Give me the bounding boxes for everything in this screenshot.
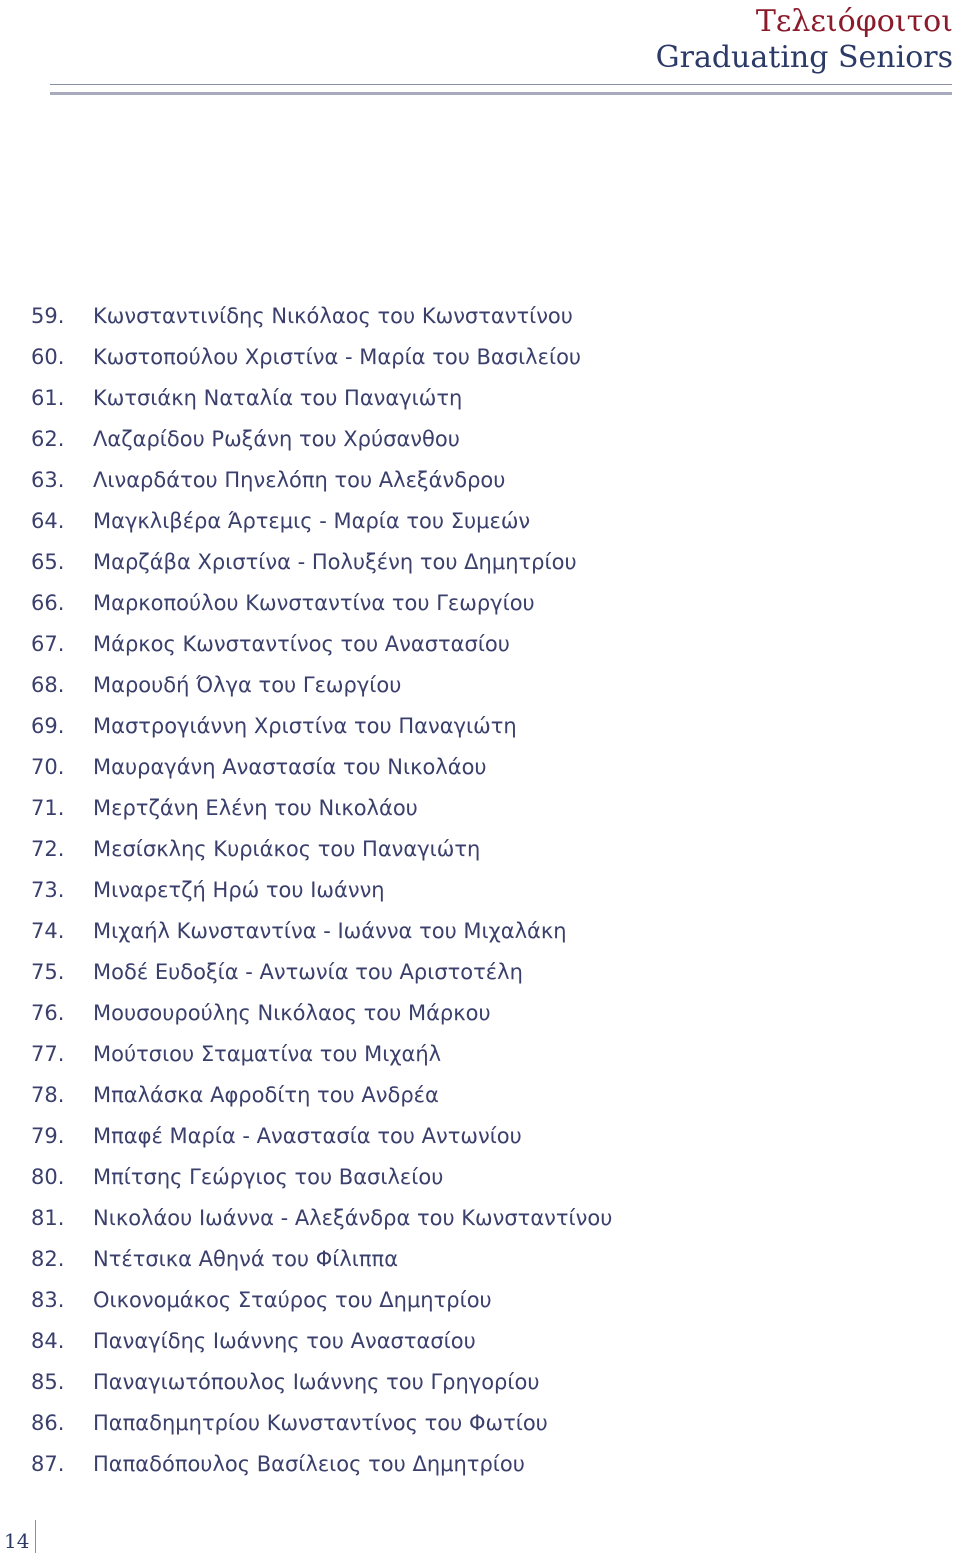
list-item xyxy=(0,788,612,829)
list-item-name: Μπαφέ Μαρία - Αναστασία του Αντωνίου xyxy=(93,1124,522,1148)
list-item-name: Μαρκοπούλου Κωνσταντίνα του Γεωργίου xyxy=(93,591,535,615)
header-title-english: Graduating Seniors xyxy=(655,40,953,75)
list-item xyxy=(0,1403,612,1444)
list-item xyxy=(0,1444,612,1485)
list-item-number: 64. xyxy=(31,509,65,533)
list-item-number: 65. xyxy=(31,550,65,574)
list-item-name: Λιναρδάτου Πηνελόπη του Αλεξάνδρου xyxy=(93,468,506,492)
list-item-number: 70. xyxy=(31,755,65,779)
list-item-number: 74. xyxy=(31,919,65,943)
page-number: 14 xyxy=(0,1520,36,1553)
list-item xyxy=(0,1157,612,1198)
list-item-number: 82. xyxy=(31,1247,65,1271)
list-item xyxy=(0,706,612,747)
list-item-number: 83. xyxy=(31,1288,65,1312)
list-item-name: Μεσίσκλης Κυριάκος του Παναγιώτη xyxy=(93,837,481,861)
list-item-name: Μπαλάσκα Αφροδίτη του Ανδρέα xyxy=(93,1083,439,1107)
list-item xyxy=(0,665,612,706)
list-item xyxy=(0,1280,612,1321)
list-item-name: Μαρουδή Όλγα του Γεωργίου xyxy=(93,673,402,697)
list-item-name: Μπίτσης Γεώργιος του Βασιλείου xyxy=(93,1165,444,1189)
list-item xyxy=(0,993,612,1034)
list-item-number: 73. xyxy=(31,878,65,902)
student-list xyxy=(0,296,612,1485)
list-item xyxy=(0,337,612,378)
list-item-name: Μουσουρούλης Νικόλαος του Μάρκου xyxy=(93,1001,491,1025)
list-item xyxy=(0,1034,612,1075)
list-item-name: Μιναρετζή Ηρώ του Ιωάννη xyxy=(93,878,385,902)
list-item-number: 59. xyxy=(31,304,65,328)
list-item-number: 61. xyxy=(31,386,65,410)
list-item xyxy=(0,1198,612,1239)
list-item-number: 85. xyxy=(31,1370,65,1394)
list-item-name: Κωνσταντινίδης Νικόλαος του Κωνσταντίνου xyxy=(93,304,573,328)
list-item-number: 62. xyxy=(31,427,65,451)
list-item-number: 72. xyxy=(31,837,65,861)
list-item-name: Μαγκλιβέρα Άρτεμις - Μαρία του Συμεών xyxy=(93,509,531,533)
list-item-number: 76. xyxy=(31,1001,65,1025)
list-item xyxy=(0,296,612,337)
list-item xyxy=(0,911,612,952)
list-item xyxy=(0,870,612,911)
list-item-name: Λαζαρίδου Ρωξάνη του Χρύσανθου xyxy=(93,427,460,451)
list-item-number: 84. xyxy=(31,1329,65,1353)
list-item xyxy=(0,1239,612,1280)
list-item-number: 79. xyxy=(31,1124,65,1148)
list-item-number: 66. xyxy=(31,591,65,615)
list-item-number: 69. xyxy=(31,714,65,738)
list-item-name: Κωτσιάκη Ναταλία του Παναγιώτη xyxy=(93,386,463,410)
list-item-name: Νικολάου Ιωάννα - Αλεξάνδρα του Κωνσταντίνου xyxy=(93,1206,613,1230)
list-item-name: Οικονομάκος Σταύρος του Δημητρίου xyxy=(93,1288,492,1312)
list-item xyxy=(0,501,612,542)
list-item-name: Παναγιωτόπουλος Ιωάννης του Γρηγορίου xyxy=(93,1370,540,1394)
list-item-name: Παπαδόπουλος Βασίλειος του Δημητρίου xyxy=(93,1452,525,1476)
list-item-number: 67. xyxy=(31,632,65,656)
list-item xyxy=(0,1116,612,1157)
list-item-number: 68. xyxy=(31,673,65,697)
list-item-number: 60. xyxy=(31,345,65,369)
list-item xyxy=(0,542,612,583)
list-item-number: 86. xyxy=(31,1411,65,1435)
list-item-number: 80. xyxy=(31,1165,65,1189)
list-item xyxy=(0,624,612,665)
list-item-number: 71. xyxy=(31,796,65,820)
list-item xyxy=(0,460,612,501)
list-item-number: 87. xyxy=(31,1452,65,1476)
list-item xyxy=(0,952,612,993)
list-item-name: Παναγίδης Ιωάννης του Αναστασίου xyxy=(93,1329,476,1353)
list-item xyxy=(0,1075,612,1116)
list-item-name: Μερτζάνη Ελένη του Νικολάου xyxy=(93,796,418,820)
list-item-name: Μαστρογιάννη Χριστίνα του Παναγιώτη xyxy=(93,714,517,738)
page-header xyxy=(656,4,953,76)
header-divider-bottom xyxy=(50,92,952,95)
list-item-name: Μούτσιου Σταματίνα του Μιχαήλ xyxy=(93,1042,442,1066)
list-item xyxy=(0,1362,612,1403)
list-item-number: 77. xyxy=(31,1042,65,1066)
list-item-name: Μιχαήλ Κωνσταντίνα - Ιωάννα του Μιχαλάκη xyxy=(93,919,567,943)
list-item xyxy=(0,829,612,870)
list-item xyxy=(0,747,612,788)
list-item-name: Κωστοπούλου Χριστίνα - Μαρία του Βασιλείου xyxy=(93,345,582,369)
list-item-name: Παπαδημητρίου Κωνσταντίνος του Φωτίου xyxy=(93,1411,548,1435)
list-item-name: Μαυραγάνη Αναστασία του Νικολάου xyxy=(93,755,487,779)
list-item xyxy=(0,583,612,624)
list-item-name: Ντέτσικα Αθηνά του Φίλιππα xyxy=(93,1247,399,1271)
list-item xyxy=(0,1321,612,1362)
header-title-greek: Τελειόφοιτοι xyxy=(755,4,953,39)
header-divider-top xyxy=(50,84,952,85)
list-item xyxy=(0,378,612,419)
list-item-number: 75. xyxy=(31,960,65,984)
list-item-number: 81. xyxy=(31,1206,65,1230)
list-item-name: Μαρζάβα Χριστίνα - Πολυξένη του Δημητρίου xyxy=(93,550,577,574)
list-item xyxy=(0,419,612,460)
list-item-name: Μάρκος Κωνσταντίνος του Αναστασίου xyxy=(93,632,510,656)
list-item-name: Μοδέ Ευδοξία - Αντωνία του Αριστοτέλη xyxy=(93,960,523,984)
list-item-number: 63. xyxy=(31,468,65,492)
list-item-number: 78. xyxy=(31,1083,65,1107)
